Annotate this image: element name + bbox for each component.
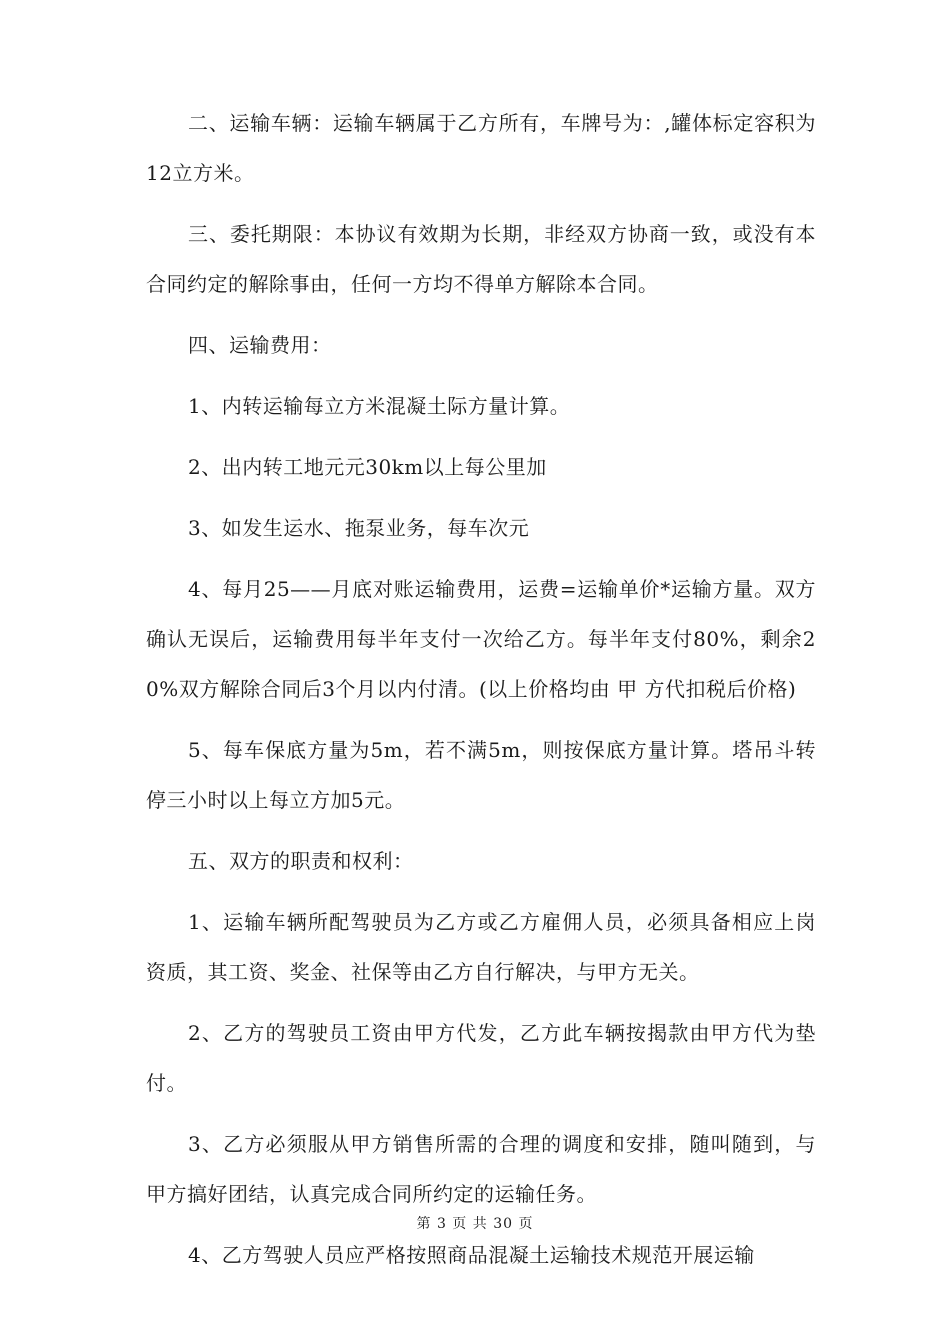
paragraph-duty-1: 1、运输车辆所配驾驶员为乙方或乙方雇佣人员，必须具备相应上岗资质，其工资、奖金、社保等由乙方自行解决，与甲方无关。 [146, 910, 816, 984]
paragraph-duty-3: 3、乙方必须服从甲方销售所需的合理的调度和安排，随叫随到，与甲方搞好团结，认真完成合同所约定的运输任务。 [146, 1132, 816, 1206]
paragraph-duty-2: 2、乙方的驾驶员工资由甲方代发，乙方此车辆按揭款由甲方代为垫付。 [146, 1021, 816, 1095]
paragraph-fee-3: 3、如发生运水、拖泵业务，每车次元 [188, 516, 530, 540]
paragraph-fee-2: 2、出内转工地元元30km以上每公里加 [188, 455, 547, 479]
paragraph-duty-4: 4、乙方驾驶人员应严格按照商品混凝土运输技术规范开展运输 [188, 1243, 755, 1267]
document-body [146, 98, 816, 1291]
paragraph-fee-4: 4、每月25——月底对账运输费用，运费=运输单价*运输方量。双方确认无误后，运输费用每半年支付一次给乙方。每半年支付80%，剩余20%双方解除合同后3个月以内付清。(以上价格均由 甲 方代扣税后价格) [146, 577, 816, 701]
paragraph-fee-1: 1、内转运输每立方米混凝土际方量计算。 [188, 394, 571, 418]
paragraph-term: 三、委托期限：本协议有效期为长期，非经双方协商一致，或没有本合同约定的解除事由，任何一方均不得单方解除本合同。 [146, 222, 816, 296]
paragraph-vehicle: 二、运输车辆：运输车辆属于乙方所有，车牌号为：,罐体标定容积为12立方米。 [146, 111, 816, 185]
heading-transport-fees: 四、运输费用： [188, 333, 332, 357]
paragraph-fee-5: 5、每车保底方量为5m，若不满5m，则按保底方量计算。塔吊斗转停三小时以上每立方加5元。 [146, 738, 816, 812]
page-number-footer: 第 3 页 共 30 页 [416, 1216, 534, 1232]
heading-duties-rights: 五、双方的职责和权利： [188, 849, 414, 873]
